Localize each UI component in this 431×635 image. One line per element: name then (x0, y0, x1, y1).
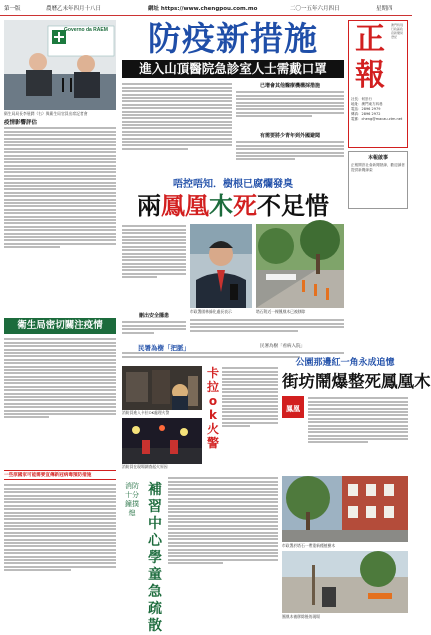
masthead-info-6: 電郵：cheng@macau.ctm.net (351, 117, 403, 121)
fire-headline-vertical: 補習中心學童急疏散 (148, 482, 162, 634)
story2-sub-headline: 有需要將少青年到外國避聞 (259, 133, 320, 139)
health-quote-headline: 一些原國家可能需要宣傳新冠病毒預防措施 (4, 470, 116, 480)
website[interactable]: 網址 https://www.chengpou.com.mo (148, 6, 258, 12)
street-dropcap-badge (282, 396, 304, 418)
lead-photo-caption: 衛生局局長李展潤（右）與衛生局官員出席記者會 (4, 111, 88, 116)
lead-photo (4, 20, 116, 110)
notice-title: 本報啟事 (367, 155, 388, 161)
masthead-char-1: 正 (355, 22, 385, 57)
weekday: 星期四 (376, 6, 393, 12)
feature-side-sub-2: 民署為樹「看病入院」 (260, 344, 305, 349)
street-body-1 (308, 396, 408, 472)
street-headline: 街坊鬧爆整死鳳凰木 (282, 372, 431, 391)
left-body-1 (4, 126, 116, 316)
lead-headline: 防疫新措施 (148, 19, 318, 58)
fire-body-2 (168, 476, 278, 622)
notice-box (348, 151, 408, 209)
feature-side-heading: 民署為樹「把脈」 (138, 344, 190, 352)
fire-caption-top: 消防員進入卡拉OK處理火警 (122, 410, 170, 415)
feature-headline-part-1: 兩 (137, 192, 161, 220)
masthead-info-4: 電話：2896 2979 (351, 107, 381, 111)
street-dropcap: 鳳凰 (286, 405, 300, 413)
lead-photo-banner: Governo da RAEM (64, 27, 108, 33)
lead-body-left (122, 82, 232, 174)
health-heading: 衛生局密切關注疫情 (4, 318, 116, 334)
feature-body-1 (122, 224, 186, 308)
top-bar (0, 0, 412, 16)
lead-headline-box (122, 20, 344, 58)
fire-vertical-title: 卡拉ok火警 (206, 366, 219, 450)
masthead-info-2: 社長：何崇行 (351, 97, 372, 101)
print-date: 二〇一五年六月四日 (290, 6, 340, 12)
feature-headline-part-3: 木 (209, 192, 233, 220)
feature-headline-part-5: 不足惜 (257, 192, 329, 220)
feature-kicker: 唔控唔知．樹根已腐爛發臭 (173, 179, 293, 190)
feature-headline-part-2: 鳳凰 (161, 192, 209, 220)
street-photo-a (282, 476, 408, 542)
lead-sub-title: 已增會其他醫療機構採措施 (259, 83, 320, 89)
fire-body-1 (222, 366, 278, 466)
masthead-info-3: 地址：澳門東方斜巷 (351, 102, 383, 106)
masthead (348, 20, 408, 148)
fire-photo-top (122, 366, 202, 410)
street-photo-b (282, 551, 408, 613)
fire-photo-bottom (122, 418, 202, 464)
lead-subheadline: 進入山頂醫院急診室人士需戴口罩 (122, 60, 344, 78)
street-caption-a: 市政署於塔石一帶重新種植樹木 (282, 543, 336, 548)
fire-caption-bottom: 消防員在現場調查起火原因 (122, 464, 168, 469)
lead-body-right (236, 90, 344, 130)
street-caption-b: 鳳凰木被移除後的現場 (282, 614, 320, 619)
page-label: 第一版 (4, 6, 21, 12)
health-body (4, 337, 116, 465)
notice-text: 正報開設社會新聞熱線，歡迎讀者提供新聞線索 (351, 163, 405, 172)
feature-photo-street (256, 224, 344, 308)
story2-headline: 疫情影響評估 (4, 120, 38, 126)
story2-body (236, 140, 344, 174)
feature-body-3 (190, 318, 344, 342)
street-kicker: 公園那邊紅一角永成追憶 (295, 358, 395, 368)
lunar-date: 農曆乙未年四月十八日 (46, 6, 102, 12)
fire-sub-title-vertical: 消防十分鐘撲熄 (125, 482, 139, 517)
feature-headline (122, 192, 344, 220)
feature-headline-part-4: 死 (233, 192, 257, 220)
masthead-info-5: 傳真：2896 2972 (351, 112, 381, 116)
feature-side-sub: 刪出安全隱患 (138, 313, 169, 319)
feature-body-2 (122, 320, 186, 342)
feature-caption-right: 塔石附近一棵鳳凰木已被移除 (256, 309, 306, 314)
masthead-char-2: 報 (355, 58, 385, 93)
health-body-2 (4, 483, 116, 621)
masthead-info-1: 澳門特別行政區政府新聞局登記 (391, 23, 404, 39)
feature-caption-left: 市政署園林綠化處長表示 (190, 309, 232, 314)
feature-photo-official (190, 224, 252, 308)
